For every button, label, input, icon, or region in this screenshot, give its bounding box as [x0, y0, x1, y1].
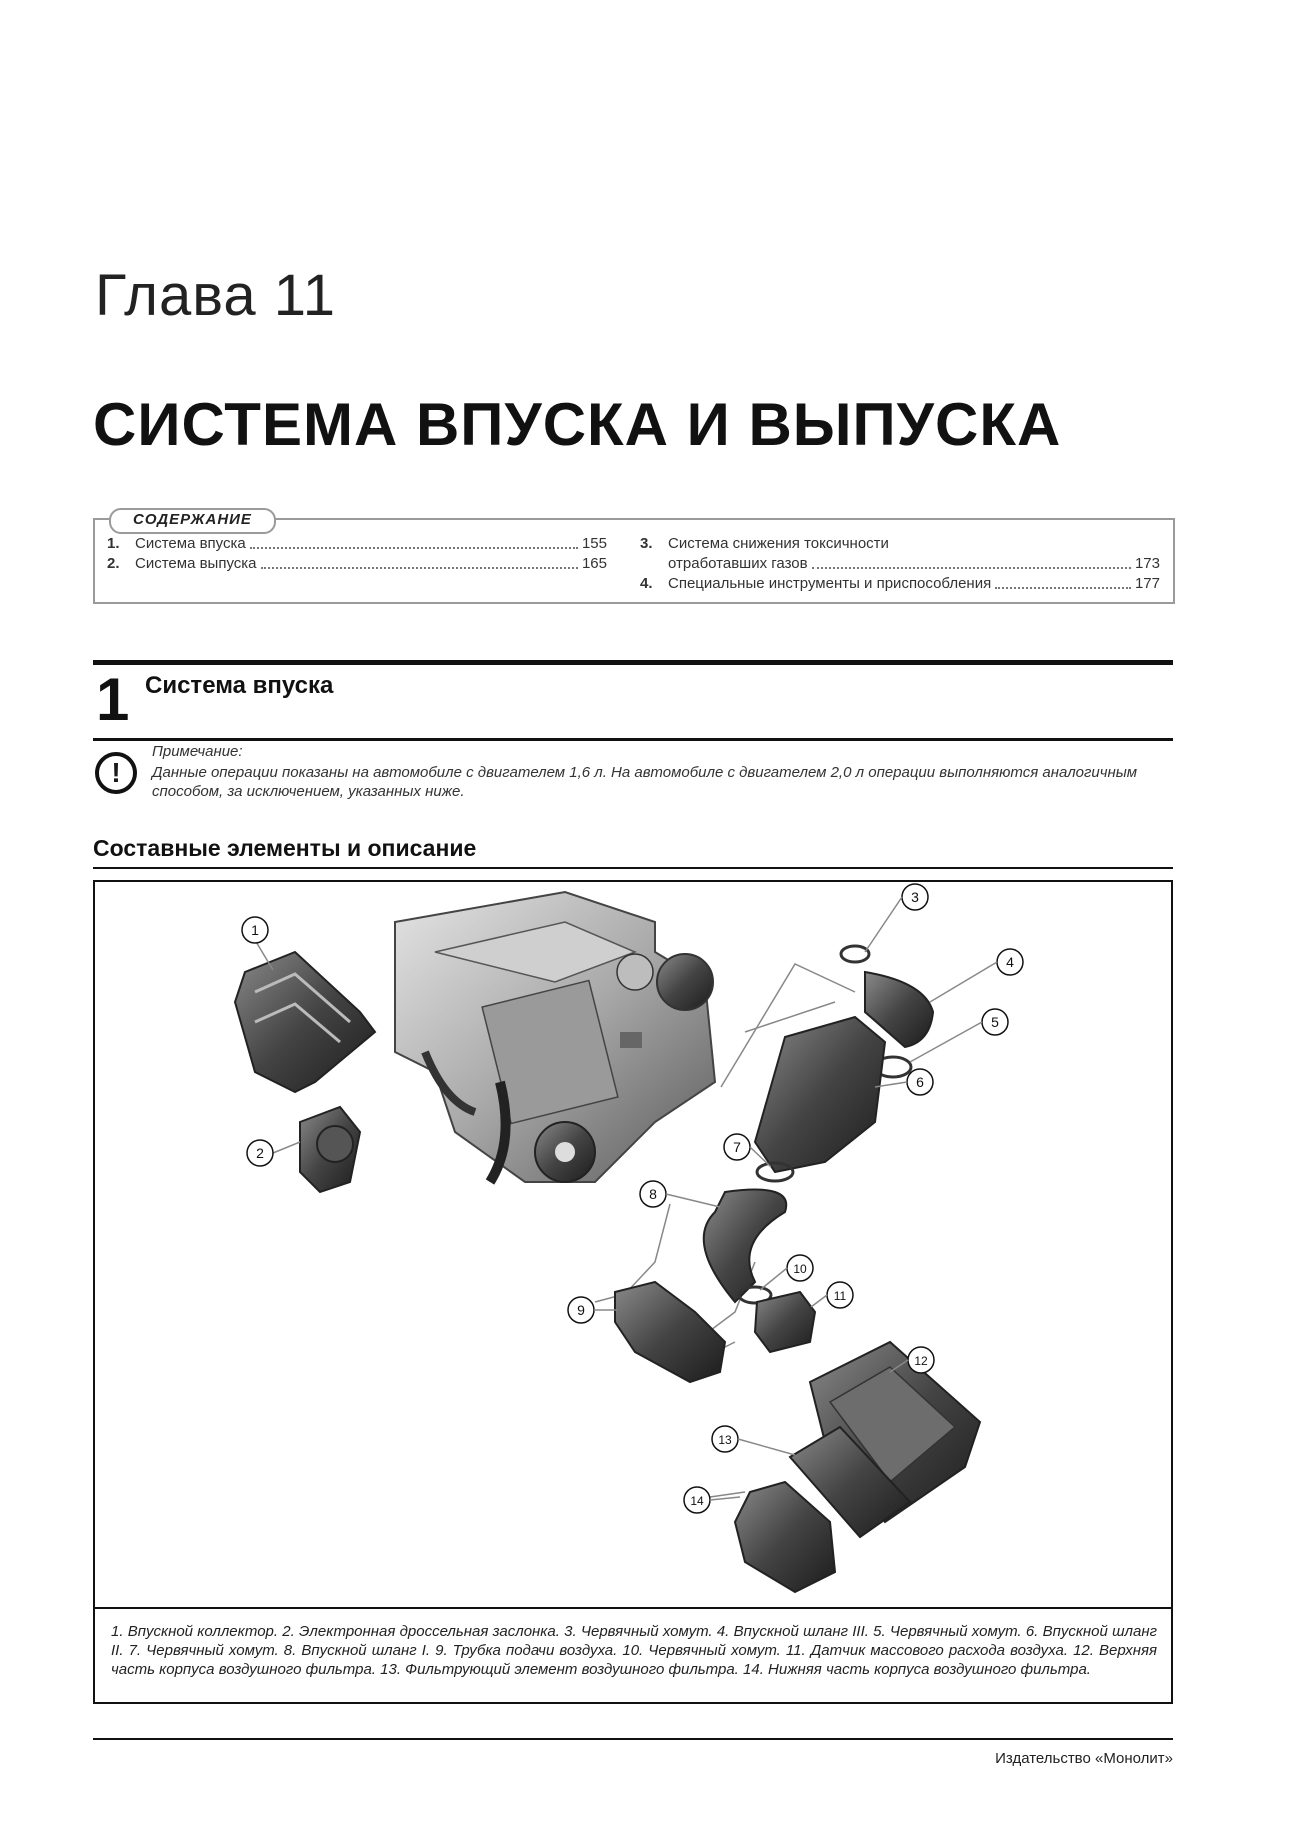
toc-item[interactable]: [640, 574, 1160, 594]
toc-heading: СОДЕРЖАНИЕ: [109, 508, 276, 534]
throttle-body-illustration: [300, 1107, 360, 1192]
toc-leader-dots: [995, 574, 1131, 589]
toc-column-right: [640, 534, 1160, 594]
callout-8[interactable]: [640, 1181, 720, 1207]
footer-rule: [93, 1738, 1173, 1740]
section-number: 1: [96, 666, 130, 733]
caption-divider: [95, 1607, 1171, 1609]
callout-3[interactable]: [865, 884, 928, 952]
toc-leader-dots: [812, 554, 1131, 569]
toc-item[interactable]: [107, 554, 607, 574]
component-diagram: [93, 880, 1173, 1704]
section-title: Система впуска: [145, 672, 334, 699]
clamp-3-illustration: [841, 946, 869, 962]
chapter-title: СИСТЕМА ВПУСКА И ВЫПУСКА: [93, 391, 1062, 458]
toc-column-left: [107, 534, 607, 574]
callout-9[interactable]: [568, 1297, 617, 1323]
callout-number: 9: [577, 1302, 585, 1318]
toc-item-title: Специальные инструменты и приспособления: [668, 575, 992, 592]
callout-number: 6: [916, 1074, 924, 1090]
toc-item-title: Система выпуска: [135, 555, 257, 572]
toc-item-number: 2.: [107, 555, 120, 572]
toc-item-number: 4.: [640, 575, 653, 592]
callout-14[interactable]: [684, 1487, 740, 1513]
callout-number: 8: [649, 1186, 657, 1202]
callout-number: 10: [793, 1262, 807, 1276]
diagram-illustration: [95, 882, 1171, 1607]
callout-number: 14: [690, 1494, 704, 1508]
toc-item[interactable]: [640, 534, 1160, 554]
toc-item-title: Система снижения токсичности: [668, 535, 889, 552]
callout-13[interactable]: [712, 1426, 795, 1455]
callout-number: 11: [833, 1289, 847, 1303]
figure-caption: 1. Впускной коллектор. 2. Электронная дроссельная заслонка. 3. Червячный хомут. 4. Впускной шланг III. 5. Червячный хомут. 6. Впускной шланг II. 7. Червячный хомут. 8. Впускной шланг I. 9. Трубка подачи воздуха. 10. Червячный хомут. 11. Датчик массового расхода воздуха. 12. Верхняя часть корпуса воздушного фильтра. 13. Фильтрующий элемент воздушного фильтра. 14. Нижняя часть корпуса воздушного фильтра.: [111, 1623, 1157, 1678]
callout-number: 3: [911, 889, 919, 905]
callout-6[interactable]: [875, 1069, 933, 1095]
toc-item-page: 155: [581, 535, 607, 552]
toc-item-page: 173: [1134, 555, 1160, 572]
callout-11[interactable]: [811, 1282, 853, 1308]
callout-2[interactable]: [247, 1140, 300, 1166]
note-label: Примечание:: [152, 743, 243, 760]
toc-item-page: 165: [581, 555, 607, 572]
callout-number: 12: [914, 1354, 928, 1368]
chapter-label: Глава 11: [95, 263, 336, 328]
hose-6-illustration: [755, 1017, 885, 1172]
toc-item-page: 177: [1134, 575, 1160, 592]
toc-leader-dots: [261, 554, 578, 569]
toc-item[interactable]: [107, 534, 607, 554]
air-pipe-illustration: [615, 1282, 725, 1382]
toc-item-title: Система впуска: [135, 535, 246, 552]
note-text: Данные операции показаны на автомобиле с двигателем 1,6 л. На автомобиле с двигателем 2,0 л операции выполняются аналогичным способом, за исключением, указанных ниже.: [152, 764, 1138, 800]
toc-leader-dots: [250, 534, 578, 549]
callout-4[interactable]: [930, 949, 1023, 1002]
callout-number: 5: [991, 1014, 999, 1030]
maf-sensor-illustration: [755, 1292, 815, 1352]
toc-item-number: 3.: [640, 535, 653, 552]
callout-number: 13: [718, 1433, 732, 1447]
toc-item-number: 1.: [107, 535, 120, 552]
toc-item-title: отработавших газов: [668, 555, 808, 572]
callout-number: 2: [256, 1145, 264, 1161]
callout-number: 7: [733, 1139, 741, 1155]
warning-icon: !: [95, 752, 137, 794]
callout-1[interactable]: [242, 917, 273, 970]
callout-number: 4: [1006, 954, 1014, 970]
engine-illustration: [395, 892, 715, 1182]
section-rule-top: [93, 660, 1173, 665]
publisher: Издательство «Монолит»: [995, 1750, 1173, 1767]
table-of-contents: [93, 511, 1175, 604]
toc-item-continued[interactable]: [640, 554, 1160, 574]
callout-10[interactable]: [760, 1255, 813, 1290]
filter-housing-lower-illustration: [735, 1482, 835, 1592]
intake-manifold-illustration: [235, 952, 375, 1092]
subheading-rule: [93, 867, 1173, 869]
callout-number: 1: [251, 922, 259, 938]
subheading: Составные элементы и описание: [93, 835, 477, 861]
section-rule-bottom: [93, 738, 1173, 741]
